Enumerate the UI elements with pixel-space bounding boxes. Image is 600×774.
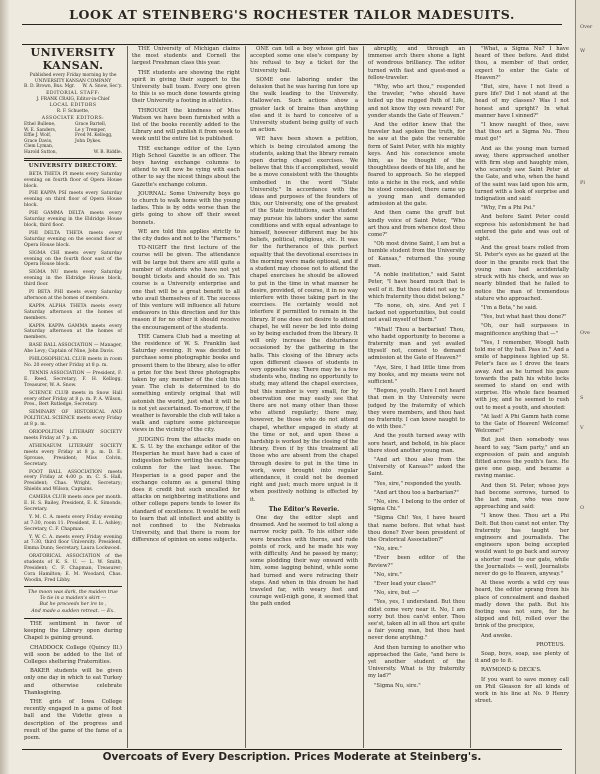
reverie-paragraph: And the editor knew that the traveler had spoken the truth, for he saw at the gate the venerable form of Saint Peter, with his mighty keys. And his conscience smote him, as he thought of the thoughtless deeds of his life, and he feared to approach. So he stepped into a niche in the rock, and while he stood concealed, there came up a young man and demanded admission at the gate. [368, 122, 465, 208]
reverie-paragraph: One day the editor slept and dreamed. And he seemed to toil along a narrow rocky path. To his either side were branches with thorns, and rude points of rock, and he made his way with difficulty. And he passed by many; some plodding their way onward with him, some lagging behind, while some had turned and were retracing their steps. And when in this dream he had traveled far, with weary feet and courage well-nigh gone, it seemed that the path ended [250, 515, 358, 608]
reverie-paragraph: "Ever lead your class?" [374, 581, 437, 588]
editorial-staff-heading: EDITORIAL STAFF: [46, 90, 100, 96]
business-manager: B. D. Brown, Bus. Mgr. [24, 84, 75, 90]
reverie-paragraph: "But, sire, have I not lived a pure life? Did I not stand at the head of my classes? Was I not honest and upright? In what manner have I sinned?" [475, 84, 569, 119]
page-gutter-left [0, 0, 10, 774]
directory-entry: ORATORICAL ASSOCIATION of the students of K. S. U. — L. W. Smith, President; C. F. Chapman, Treasurer; Cora Hamilton; E. M. Woodard, Chas. Woodin, Fred Libby. [24, 554, 122, 583]
associate-editor-name: John Dykes. [75, 138, 102, 144]
column-1-notes [24, 621, 122, 742]
adjacent-page-fragment: V [580, 425, 584, 431]
directory-entry: PHILOSOPHICAL CLUB meets in room No. 20 every other Friday at 8 p. m. [24, 357, 122, 369]
associate-editor-name: Effie J. Wolf, [24, 133, 52, 139]
associate-editor-name: Grace Davis, [24, 138, 53, 144]
news-paragraph: THE girls of Iowa College recently engaged in a game of foot ball and the Vidette gives a description of the progress and result of the game of the fame of a poem. [24, 699, 122, 742]
directory-entry: CAMERA CLUB meets once per month. E. H. S. Bailey, President, E. K. Simonds, Secretary. [24, 495, 122, 512]
associate-editor-name: Ethel Bullene, [24, 121, 56, 127]
top-rule [22, 24, 562, 25]
associate-editor-name: Fred M. Kellogg, [75, 133, 113, 139]
reverie-paragraph: And before Saint Peter could express his astonishment he had entered the gate and was out of sight. [475, 214, 569, 243]
reverie-paragraph: "Yes, I remember, Woogli hath told me of thy hall. Pass in." And a smile of happiness lighted up St. Peter's face as I drove the tears away. And as he turned his gaze towards the path his white locks seemed to stand on end with surprise. His whole face beamed with joy, and he seemed to rush out to meet a youth, and shouted: [475, 339, 569, 411]
directory-entry: SCIENCE CLUB meets in Snow Hall every other Friday at 8 p. m. P. A. Wilson, Pres., Bert Rutledge, Secretary. [24, 390, 122, 408]
reverie-paragraph: "Why, I'm a Phi Psi." [481, 205, 536, 212]
news-paragraph: WE have been shown a petition, which is being circulated among the students, asking that the library remain open during chapel exercises. We believe that this if accomplished, would be a move consistent with the thoughts embodied in the word "State University." In accordance with the ideas and purposes of the founders of this, our University, one of the greatest of the State institutions, each student may pursue his labors under the same conditions and with equal advantage to himself, however different may be his beliefs, political, religious, etc. It was for the furtherance of this perfect equality that the devotional exercises in the morning were made optional, and if a student may choose not to attend the chapel exercises he should be allowed to put in the time in what manner he desire, provided, of course, it in no way interfere with those taking part in the exercises. He certainly would not interfere if permitted to remain in the library. If one does not desire to attend chapel, he will never be led into doing so by being excluded from the library. It will only increase the disturbance occasioned by the gathering in the halls. This closing of the library acts upon different classes of students in very opposite way. There may be a few students who, finding no opportunity to study, may attend the chapel exercises, but this number is very small, for by observation one may easily see that there are not many other than those who attend regularly; there may, however, be those who do not attend chapel, whether engaged in study at the time or not, and upon these a hardship is worked by the closing of the library. Even if by this treatment all those who are absent from the chapel through desire to put in the time in work, were brought into regular attendance, it could not be deemed right and just; much more unjust is it when positively nothing is effected by it. [250, 136, 358, 503]
associate-editor-name: Le y Tremper, [75, 127, 106, 133]
editor-in-chief: J. FRANK CRAIG, Editor-in-Chief [36, 96, 110, 102]
reverie-paragraph: "And art thou also from the University of Kansas?" asked the Saint. [368, 456, 465, 478]
news-paragraph: CHADDOCK College (Quincy Ill.) will soon be added to the list of Colleges sheltering Fraternities. [24, 644, 122, 666]
column-divider [470, 46, 471, 748]
news-paragraph: THE Camera Club had a meeting at the residence of W. S. Franklin last Saturday evening. It was decided to purchase some photographic books and present them to the library, also to offer a prize for the best three photographs taken by any member of the club this year. The club is determined to do something entirely original that will astonish the world, just what it will be is not yet ascertained. To-morrow, if the weather is favorable the club will take a walk and capture some picturesque views in the vicinity of the city. [132, 333, 240, 434]
news-paragraph: SOME one laboring under the delusion that he was having fun tore up the walk leading to the University. Hallowe'en. Such actions show a greater lack of brains than anything else and it is hard to conceive of a University student being guilty of such an action. [250, 76, 358, 134]
reverie-paragraph: "Yes, yes, I understand. But thou didst come very near it. No, I am sorry but thou can'st enter. Thou see'st, taken all in all thou art quite a fair young man, but thou hast never done anything." [368, 599, 465, 642]
reverie-paragraph: "I'm a Beta," he said. [481, 304, 538, 311]
news-paragraph: THE students are showing the right spirit in giving their support to the University ball team. Every one given to this is so much done towards giving their University a footing in athletics. [132, 69, 240, 105]
local-editors: R. F. Schuette, [56, 109, 90, 115]
masthead-managers [24, 84, 122, 90]
directory-entry: ATHENAEUM LITERARY SOCIETY meets every Friday at 8 p. m. D. E. Sprouse, President; Miss Colvin, Secretary. [24, 443, 122, 467]
secretary: W. A. Snow, Sec'y. [82, 84, 122, 90]
reverie-paragraph: "And art thou too a barbarian?" [374, 489, 459, 496]
associate-editor-name: W. E. Sanders, [24, 127, 57, 133]
reverie-paragraph: "No, sire, but —" [374, 590, 420, 597]
adjacent-page-edge [575, 0, 600, 774]
reverie-paragraph: "I know thee. Thou art a Phi Delt. But thou canst not enter. Thy fraternity has taught her engineers and journalists. The engineers upon being accepted would want to go back and survey a shorter road to our gate, while the Journalists — well, Journalists never do go to Heaven, anyway." [475, 513, 569, 578]
column-1 [24, 46, 122, 750]
directory-entry: SIGMA NU meets every Saturday evening in the Eldridge House block, third floor. [24, 270, 122, 288]
reverie-paragraph: And as the young man turned away, there approached another with firm step and haughty mien, who scarcely saw Saint Peter at the Gate, and who, when the hand of the saint was laid upon his arm, turned with a look of surprise and indignation and said: [475, 145, 569, 203]
local-editors-heading: LOCAL EDITORS [49, 103, 97, 109]
reverie-paragraph: And awoke. [481, 632, 513, 639]
bottom-rule [22, 749, 562, 750]
poem-line: And made a sudden retreat. — Ex. [31, 608, 115, 614]
directory-entry: KAPPA KAPPA GAMMA meets every Saturday afternoon at the homes of members. [24, 323, 122, 341]
directory-entry: FOOT BALL ASSOCIATION meets every Friday at 4:00 p. m. C. S. Hall, President; Chas. Wright, Secretary; Shields and Wilson, Captains. [24, 469, 122, 493]
advertisement-paragraph: If you want to save money call on Phil Gleason for all kinds of work in his line at No. 9 Henry street. [475, 676, 569, 705]
masthead-subtitle: Published every Friday morning by the UNIVERSITY KANSAN COMPANY [29, 73, 117, 84]
directory-heading: UNIVERSITY DIRECTORY. [28, 162, 118, 169]
column-divider [363, 46, 364, 748]
reverie-paragraph: "What, a Sigma Nu? I have heard of thee before. And didst thou, a member of that order, expect to enter the Gate of Heaven?" [475, 46, 569, 81]
reverie-paragraph: And then turning to another who approached the Gate, "and here is yet another student of the University. What is thy fraternity my lad?" [368, 644, 465, 680]
adjacent-page-fragment: O [580, 505, 585, 511]
reverie-paragraph: "To none, oh, sire. And yet I lacked not opportunities, but could not avail myself of them." [368, 302, 465, 324]
reverie-paragraph: And the great tears rolled from St. Peter's eyes as he gazed at the door in the granite rock that the young man had accidentally struck with his check, and was so nearly blinded that he failed to notice the man of tremendous stature who approached. [475, 245, 569, 302]
directory-entry: BETA THETA PI meets every Saturday evening on fourth floor of Opera House block. [24, 171, 122, 189]
adjacent-page-fragment: Pl [580, 180, 585, 186]
associate-editor-name: Clem Lyman, [24, 144, 54, 150]
reverie-paragraph: "No, sire." [374, 546, 402, 553]
news-paragraph: THE sentiment in favor of keeping the Library open during Chapel is gaining ground. [24, 621, 122, 642]
signature-proteus: PROTEUS. [536, 641, 565, 648]
reverie-paragraph: And then came the gruff but kindly voice of Saint Peter, "Who art thou and from whence dost thou come?" [368, 210, 465, 239]
masthead-title: UNIVERSITY KANSAN. [30, 46, 116, 72]
adjacent-page-fragment: S [580, 395, 584, 401]
news-paragraph: ONE can tell a boy whose girl has accepted some one else's company by his refusal to buy a ticket for the University ball. [250, 46, 358, 74]
bottom-advertisement-banner: Overcoats of Every Description. Prices Moderate at Steinberg's. [102, 751, 482, 763]
news-paragraph: WE are told this applies strictly to the city dudes and not to the "Farmers." [132, 228, 240, 243]
adjacent-page-fragment: Over [580, 24, 593, 30]
reverie-paragraph: At these words a wild cry was heard, the editor sprang from his place of concealment and dashed madly down the path. But his footing was not sure, for he slipped and fell, rolled over the brink of the precipice, [475, 580, 569, 630]
associate-editor-name: Grace Bartell, [75, 121, 107, 127]
directory-entry: SEMINARY OF HISTORICAL AND POLITICAL SCIENCE meets every Friday at 8 p. m. [24, 410, 122, 428]
poem-line: The moon was dark, the maiden true [28, 589, 118, 595]
advertisement-paragraph: Soap, boys, soap, use plenty of it and go to it. [475, 651, 569, 665]
reverie-paragraph: "No, sire. I belong to the order of Sigma Chi." [368, 498, 465, 513]
masthead-divider [24, 158, 122, 161]
reverie-paragraph: "Aye, Sire, I had little time from my books, and my means were not sufficient." [368, 364, 465, 385]
university-directory [24, 172, 122, 584]
reverie-paragraph: "I know naught of thee, save that thou art a Sigma Nu. Thou must go!" [475, 122, 569, 143]
reverie-paragraph: And the youth turned away with sore heart, and behold, in his place there stood another young man. [368, 433, 465, 454]
directory-entry: TENNIS ASSOCIATION — President, F. E. Reed, Secretary, F. H. Kellogg, Treasurer, W. A. Snow. [24, 370, 122, 388]
poem-line: To tie in a maiden's skirt — [39, 596, 107, 602]
reverie-paragraph: "Yes, sire," responded the youth. [374, 480, 462, 487]
news-paragraph: THE University of Michigan claims the most students and Cornell the largest Freshman class this year. [132, 46, 240, 67]
top-advertisement-banner: LOOK AT STEINBERG'S ROCHESTER TAILOR MADESUITS. [69, 7, 515, 22]
reverie-paragraph: But just then somebody was heard to say, "Sam party," and an expression of pain and anguish flitted across the youth's face. He gave one gasp, and became a raving maniac. [475, 437, 569, 480]
poem [24, 590, 122, 615]
reverie-paragraph: abruptly, and through an immense arch there shone a light of wondrous brilliancy. The editor turned with fast and quest-med a fellow-traveler. [368, 46, 465, 81]
directory-divider [24, 586, 122, 587]
column-3 [250, 46, 358, 750]
reverie-paragraph: "Yes, but what hast thou done?" [481, 314, 567, 321]
reverie-paragraph: "No, sire." [374, 571, 402, 578]
directory-entry: PHI DELTA THETA meets every Saturday evening on the second floor of Opera House block. [24, 230, 122, 248]
directory-entry: ORIOPOLITAN LITERARY SOCIETY meets Friday at 7 p. m. [24, 430, 122, 441]
reverie-paragraph: "A noble institution," said Saint Peter, "I have heard much that is well of it. But thou didst not say to which fraternity thou didst belong." [368, 272, 465, 300]
news-paragraph: JUDGING from the attacks made on K. S. U. by the exchange editor of the Hesperian he must have had a case of indigestion before writing the exchange column for the last issue. The Hesperian is a good paper and the exchange column as a general thing does it credit but such uncalled for attacks on neighboring institutions and other college papers tends to lower its standard of excellence. It would be well to learn that all intellect and ability is not confined to the Nebraska University, and that there is room for difference of opinion on some subjects. [132, 436, 240, 544]
column-2 [132, 46, 240, 750]
associate-editors-heading: ASSOCIATE EDITORS: [41, 115, 105, 121]
poem-divider [24, 618, 122, 619]
column-divider [127, 46, 128, 748]
adjacent-page-fragment: W [580, 48, 586, 54]
adjacent-page-fragment: Ove [580, 330, 590, 336]
news-paragraph: THE exchange editor of the Lynn High School Gazette is an officer. The boys having exchange columns to attend to will now be vying with each other to say the nicest things about the Gazette's exchange column. [132, 145, 240, 188]
masthead-footer [24, 150, 122, 156]
news-paragraph: BAKER students will be given only one day in which to eat Turkey and otherwise celebrate Thanksgiving. [24, 668, 122, 696]
news-paragraph: JOURNAL: Some University boys go to church to walk home with the young ladies. This is by odds worse than the girls going to show off their sweet bonnets. [132, 190, 240, 226]
reverie-paragraph: "Why, who art thou," responded the traveler, "who should have toiled up the rugged Path of Life, and not know thy own reward! For yonder stands the Gate of Heaven." [368, 84, 465, 119]
directory-entry: PHI KAPPA PSI meets every Saturday evening on third floor of Opera House block. [24, 191, 122, 209]
column-4 [368, 46, 465, 750]
reverie-paragraph: "Ever been editor of the Review?" [368, 555, 465, 569]
news-paragraph: THROUGH the kindness of Miss Watson we have been furnished with a list of the books recently added to the Library and will publish it from week to week until the entire list is published. [132, 107, 240, 143]
reverie-paragraph: "Begone, youth. Have I not heard that men in thy University were judged by the fraternity of which they were members, and thou hast no fraternity. I can know naught to do with thee." [368, 388, 465, 431]
poem-line: But he proceeds her ire to , [39, 602, 107, 608]
directory-entry: BASE BALL ASSOCIATION — Manager, Abe Levy; Captain of Nine, John Davis. [24, 343, 122, 355]
column-5 [475, 46, 569, 750]
advertisement-paragraph: RAYMOND & DECK'S. [481, 667, 542, 674]
directory-entry: SIGMA CHI meets every Saturday evening on the fourth floor east of the Opera House block. [24, 250, 122, 268]
directory-entry: Y. M. C. A. meets every Friday evening at 7:30, room 11. President, E. L. Ashley; Secretary, C. F. Chapman. [24, 514, 122, 532]
column-divider [245, 46, 246, 748]
directory-entry: PI BETA PHI meets every Saturday afternoon at the homes of members. [24, 290, 122, 301]
reverie-paragraph: And then St. Peter, whose joys had become sorrows, turned to the last man, who was now approaching and said: [475, 482, 569, 511]
masthead-footer-right: W. B. Riddle. [93, 149, 122, 155]
reverie-paragraph: "Oh, our hall surpasses in magnificence anything that —" [475, 323, 569, 337]
associate-editors-list [24, 122, 122, 150]
reverie-paragraph: "Sigma Chi! Yes, I have heard that name before. But what hast thou done? Ever been president of the Oratorical Association?" [368, 515, 465, 543]
reverie-paragraph: "At last! A Phi Gamm hath come to the Gate of Heaven! Welcome! Welcome!" [475, 413, 569, 435]
directory-entry: KAPPA ALPHA THETA meets every Saturday afternoon at the homes of members. [24, 303, 122, 321]
editors-reverie-heading: The Editor's Reverie. [268, 505, 340, 513]
reverie-paragraph: "Sigma Nu, sire." [374, 682, 421, 689]
reverie-paragraph: "What! Thou a barbarian! Thou, who hadst opportunity to become a fraternity man and yet availed thyself not, comest to demand admission at the Gate of Heaven?" [368, 326, 465, 362]
reverie-paragraph: "Oh most divine Saint, I am but a humble student from the University of Kansas," returned the young man. [368, 241, 465, 269]
header-rule [22, 44, 562, 45]
directory-entry: PHI GAMMA DELTA meets every Saturday evening in the Eldridge House block, third floor. [24, 211, 122, 228]
masthead-footer-left: Harold Sutton, [24, 149, 58, 155]
directory-entry: Y. W. C. A. meets every Friday evening at 7:30, third floor University. President, Emma Dunn; Secretary, Laura Lockwood. [24, 534, 122, 552]
news-paragraph: TO-NIGHT the first lecture of the course will be given. The attendance will be large but there are still quite a number of students who have not yet bought tickets and should do so. This course is a University enterprise and one that will be a great benefit to all who avail themselves of it. The success of this venture will influence all future endeavors in this direction and for this reason if for no other it should receive the encouragement of the students. [132, 245, 240, 331]
